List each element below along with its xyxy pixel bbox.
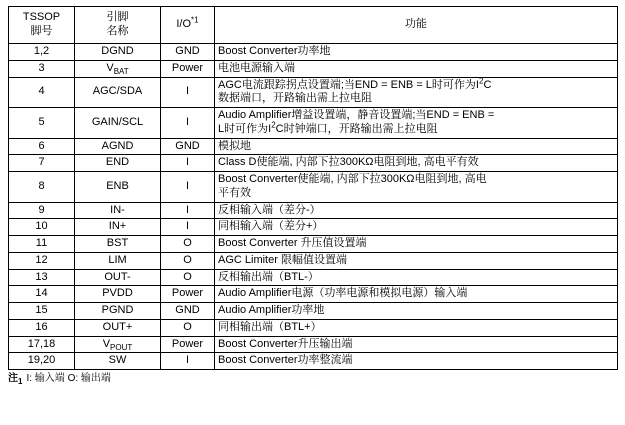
function-line: Boost Converter功率整流端 [218, 354, 353, 367]
function-line: 电池电源输入端 [218, 61, 295, 74]
cell-function [215, 155, 618, 172]
cell-function [215, 108, 618, 139]
cell-io: I [161, 202, 215, 219]
cell-pin-number: 13 [9, 269, 75, 286]
header-pin-number-line2: 脚号 [30, 25, 53, 37]
function-line: AGC电流跟踪拐点设置端;当END = ENB = L时可作为$I^2C$ [218, 75, 492, 91]
function-line: Audio Amplifier电源（功率电源和模拟电源）输入端 [218, 287, 468, 300]
cell-pin-name: DGND [75, 44, 161, 61]
cell-function [215, 60, 618, 77]
cell-function [215, 269, 618, 286]
header-io-footnote-marker: *1 [191, 15, 199, 25]
pin-name-subscript: POUT [110, 342, 133, 352]
cell-function [215, 77, 618, 108]
cell-io: Power [161, 60, 215, 77]
table-row [9, 44, 618, 61]
cell-function [215, 303, 618, 320]
cell-pin-number: 15 [9, 303, 75, 320]
header-pin-name-line1: 引脚 [106, 11, 129, 24]
footnote [8, 373, 617, 385]
cell-io: O [161, 319, 215, 336]
superscript-2: 2 [478, 75, 484, 85]
table-body [9, 44, 618, 370]
cell-io: Power [161, 286, 215, 303]
header-function: 功能 [215, 7, 618, 44]
cell-io: GND [161, 44, 215, 61]
table-row [9, 303, 618, 320]
cell-pin-name: BST [75, 236, 161, 253]
cell-pin-number: 4 [9, 77, 75, 108]
function-line: L时可作为$I^2C$时钟端口，开路输出需上拉电阻 [218, 120, 438, 135]
cell-pin-name: AGND [75, 138, 161, 155]
table-row [9, 108, 618, 139]
cell-pin-number: 3 [9, 60, 75, 77]
table-row [9, 155, 618, 172]
cell-pin-number: 14 [9, 286, 75, 303]
cell-pin-number: 1,2 [9, 44, 75, 61]
pin-name-base: V [102, 337, 111, 350]
cell-pin-name: OUT- [75, 269, 161, 286]
cell-function [215, 319, 618, 336]
function-line: 同相输出端（BTL+） [218, 320, 322, 333]
cell-function [215, 336, 618, 353]
table-header-row [9, 7, 618, 44]
function-line: 模拟地 [218, 139, 251, 152]
cell-io: O [161, 252, 215, 269]
function-line: Boost Converter升压输出端 [218, 337, 353, 350]
cell-function [215, 44, 618, 61]
function-line: 反相输出端（BTL-） [218, 270, 319, 283]
cell-pin-name: IN+ [75, 219, 161, 236]
cell-pin-name: LIM [75, 252, 161, 269]
pin-name-subscript: BAT [113, 66, 129, 76]
table-row [9, 172, 618, 203]
cell-function [215, 219, 618, 236]
cell-pin-name: SW [75, 353, 161, 370]
superscript-2: 2 [271, 120, 276, 130]
cell-pin-name: OUT+ [75, 319, 161, 336]
table-row [9, 286, 618, 303]
table-row [9, 353, 618, 370]
function-line: AGC Limiter 限幅值设置端 [218, 253, 347, 266]
cell-pin-name: IN- [75, 202, 161, 219]
cell-function [215, 252, 618, 269]
function-line: Boost Converter使能端, 内部下拉300KΩ电阻到地, 高电 [218, 173, 487, 185]
cell-io: GND [161, 303, 215, 320]
cell-pin-name [75, 60, 161, 77]
cell-function [215, 172, 618, 203]
table-row [9, 269, 618, 286]
cell-pin-name: PVDD [75, 286, 161, 303]
cell-pin-number: 5 [9, 108, 75, 139]
cell-io: I [161, 353, 215, 370]
table-row [9, 138, 618, 155]
table-row [9, 336, 618, 353]
footnote-label: 注$_1$ [8, 373, 23, 386]
function-line: 数据端口，开路输出需上拉电阻 [218, 92, 372, 105]
cell-function [215, 202, 618, 219]
cell-pin-number: 12 [9, 252, 75, 269]
header-pin-name-line2: 名称 [106, 25, 129, 37]
function-line: Class D使能端, 内部下拉300KΩ电阻到地, 高电平有效 [218, 156, 479, 169]
footnote-number: 1 [18, 377, 23, 386]
cell-pin-number: 6 [9, 138, 75, 155]
cell-pin-number: 7 [9, 155, 75, 172]
cell-io: I [161, 108, 215, 139]
function-line: Audio Amplifier增益设置端，静音设置端;当END = ENB = [218, 109, 495, 121]
cell-pin-name: END [75, 155, 161, 172]
cell-pin-name: GAIN/SCL [75, 108, 161, 139]
cell-pin-name [75, 336, 161, 353]
pin-description-table [8, 6, 618, 370]
header-pin-name [75, 7, 161, 44]
table-row [9, 202, 618, 219]
cell-pin-number: 17,18 [9, 336, 75, 353]
table-row [9, 319, 618, 336]
function-line: 平有效 [218, 186, 251, 199]
cell-pin-number: 9 [9, 202, 75, 219]
header-pin-number [9, 7, 75, 44]
cell-pin-number: 10 [9, 219, 75, 236]
function-line: Audio Amplifier功率地 [218, 304, 325, 316]
table-row [9, 77, 618, 108]
cell-pin-number: 19,20 [9, 353, 75, 370]
table-row [9, 236, 618, 253]
cell-io: Power [161, 336, 215, 353]
cell-io: I [161, 172, 215, 203]
table-row [9, 219, 618, 236]
cell-io: I [161, 219, 215, 236]
header-io-label: I/O [176, 18, 192, 31]
footnote-text: I: 输入端 O: 输出端 [26, 373, 111, 384]
pin-name-base: V [106, 61, 114, 74]
table-row [9, 252, 618, 269]
function-line: Boost Converter 升压值设置端 [218, 237, 367, 249]
function-line: Boost Converter功率地 [218, 45, 331, 57]
header-pin-number-line1: TSSOP [22, 11, 61, 24]
cell-pin-name: AGC/SDA [75, 77, 161, 108]
cell-io: O [161, 269, 215, 286]
cell-pin-name: PGND [75, 303, 161, 320]
cell-io: I [161, 77, 215, 108]
cell-pin-name: ENB [75, 172, 161, 203]
cell-io: O [161, 236, 215, 253]
cell-pin-number: 8 [9, 172, 75, 203]
cell-io: I [161, 155, 215, 172]
cell-io: GND [161, 138, 215, 155]
function-line: 反相输入端（差分-） [218, 203, 321, 216]
function-line: 同相输入端（差分+） [218, 220, 324, 233]
header-io [161, 7, 215, 44]
cell-function [215, 236, 618, 253]
cell-function [215, 138, 618, 155]
cell-function [215, 286, 618, 303]
cell-pin-number: 16 [9, 319, 75, 336]
cell-function [215, 353, 618, 370]
table-row [9, 60, 618, 77]
cell-pin-number: 11 [9, 236, 75, 253]
